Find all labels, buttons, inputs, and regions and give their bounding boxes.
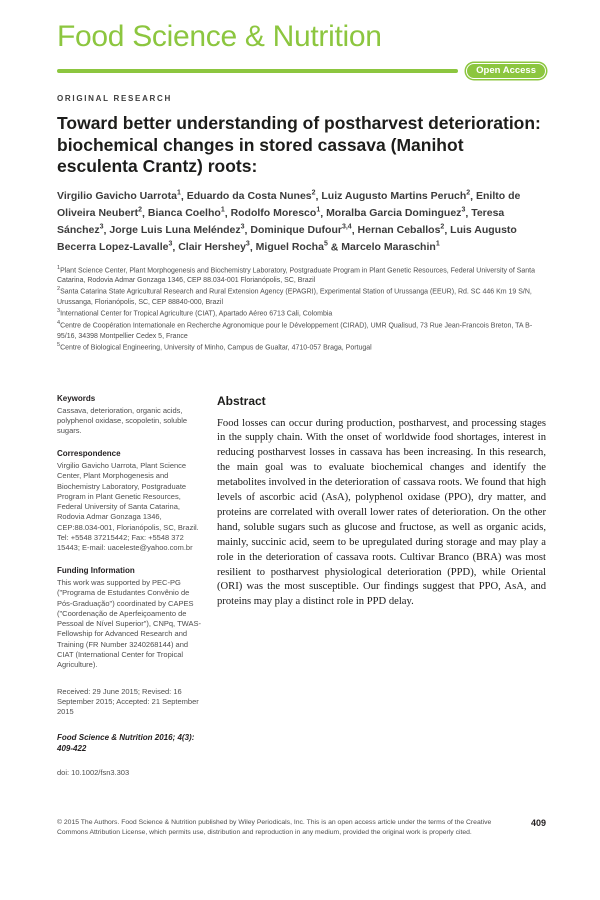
funding-heading: Funding Information: [57, 565, 135, 575]
author: Clair Hershey$^3$: [178, 240, 250, 253]
keywords-text: Cassava, deterioration, organic acids, polyphenol oxidase, scopoletin, soluble sugars.: [57, 405, 188, 436]
author: Eduardo da Costa Nunes$^2$: [186, 189, 316, 202]
journal-name: Food Science & Nutrition: [57, 20, 382, 53]
citation: Food Science & Nutrition 2016; 4(3): 409-422: [57, 732, 195, 753]
author: Bianca Coelho$^1$: [147, 206, 225, 219]
article-title: Toward better understanding of postharvest deterioration: biochemical changes in stored cassava (Manihot esculenta Crantz) roots:: [57, 113, 541, 176]
correspondence-block: [57, 449, 201, 554]
author: Miguel Rocha$^5$: [255, 240, 328, 253]
header-rule-row: [57, 63, 546, 79]
article-info-sidebar: [57, 394, 201, 778]
author: Marcelo Maraschin$^1$: [341, 240, 440, 253]
author: Jorge Luis Luna Meléndez$^3$: [109, 223, 245, 236]
author-list: Virgilio Gavicho Uarrota$^1$, Eduardo da Costa Nunes$^2$, Luiz Augusto Martins Peruch$^2$, Enilto de Oliveira Neubert$^2$, Bianca Coelho$^1$, Rodolfo Moresco$^1$, Moralba Garcia Dominguez$^3$, Teresa Sánchez$^3$, Jorge Luis Luna Meléndez$^3$, Dominique Dufour$^{3,4}$, Hernan Ceballos$^2$, Luis Augusto Becerra Lopez-Lavalle$^3$, Clair Hershey$^3$, Miguel Rocha$^5$ & Marcelo Maraschin$^1$: [57, 189, 521, 253]
page-number: 409: [530, 818, 546, 828]
article-type-label: ORIGINAL RESEARCH: [57, 94, 172, 103]
funding-text: This work was supported by PEC-PG ("Programa de Estudantes Convênio de Pós-Graduação") coordinated by CAPES ("Coordenação de Aperfeiçoamento de Pessoal de Nível Superior"), CNPq, TWAS-Fellowship for Advanced Research and Training (FR Number 3240268144) and CIAT (International Center for Tropical Agriculture).: [57, 577, 201, 670]
funding-block: [57, 566, 201, 671]
author: Virgilio Gavicho Uarrota$^1$: [57, 189, 181, 202]
correspondence-contact: Tel: +5548 37215442; Fax: +5548 372 15443; E-mail: uaceleste@yahoo.com.br: [57, 533, 193, 553]
author: Luis Augusto Becerra Lopez-Lavalle$^3$: [57, 224, 517, 253]
doi: doi: 10.1002/fsn3.303: [57, 767, 130, 777]
correspondence-heading: Correspondence: [57, 448, 121, 458]
history-dates: Received: 29 June 2015; Revised: 16 September 2015; Accepted: 21 September 2015: [57, 686, 199, 717]
abstract-heading: Abstract: [217, 393, 266, 408]
keywords-heading: Keywords: [57, 393, 96, 403]
affiliation-list: [57, 264, 546, 354]
affiliation: $^5$Centre of Biological Engineering, University of Minho, Campus de Gualtar, 4710-057 Braga, Portugal: [57, 342, 372, 352]
author: Teresa Sánchez$^3$: [57, 207, 505, 236]
open-access-badge: Open Access: [466, 63, 546, 79]
affiliation: $^1$Plant Science Center, Plant Morphogenesis and Biochemistry Laboratory, Postgraduate Program in Plant Genetic Resources, Federal University of Santa Catarina, Rodovia Admar Gonzaga 1346, CEP 88.034-001 Florianópolis, SC, Brazil: [57, 264, 536, 284]
affiliation: $^2$Santa Catarina State Agricultural Research and Rural Extension Agency (EPAGRI), Experimental Station of Urussanga (EEUR), Rd. SC 446 Km 19 S/N, Urussanga, Florianópolis, SC, CEP 88840-000, Brazil: [57, 286, 532, 306]
affiliation: $^4$Centre de Coopération Internationale en Recherche Agronomique pour le Développement (CIRAD), UMR Qualisud, 73 Rue Jean-Francois Breton, TA B-95/16, 34398 Montpellier Cedex 5, France: [57, 320, 533, 340]
abstract-column: [201, 394, 546, 778]
author: Enilto de Oliveira Neubert$^2$: [57, 190, 521, 219]
author: Dominique Dufour$^{3,4}$: [250, 223, 352, 236]
author: Luiz Augusto Martins Peruch$^2$: [321, 189, 471, 202]
abstract-text: Food losses can occur during production, postharvest, and processing stages in the supply chain. With the onset of worldwide food shortages, interest in reducing postharvest losses in cassava has been increasing. In this research, the main goal was to evaluate biochemical changes and identify the metabolites involved in the deterioration of cassava roots. We found that high levels of ascorbic acid (AsA), polyphenol oxidase (PPO), dry matter, and proteins are correlated with overall lower rates of deterioration. On the other hand, soluble sugars such as glucose and fructose, as well as organic acids, mainly, succinic acid, seem to be upregulated during storage and may play a role in the deterioration of cassava roots. Cultivar Branco (BRA) was most resilient to postharvest physiological deterioration (PPD), while Oriental (ORI) was the most susceptible. Our findings suggest that PPO, AsA, and proteins may play a distinct role in PPD delay.: [217, 417, 546, 608]
two-column-area: [57, 394, 546, 778]
author: Hernan Ceballos$^2$: [357, 223, 445, 236]
keywords-block: [57, 394, 201, 437]
page-footer: [57, 818, 546, 837]
author: Moralba Garcia Dominguez$^3$: [326, 206, 466, 219]
author: Rodolfo Moresco$^1$: [230, 206, 321, 219]
header-rule: [57, 69, 458, 73]
affiliation: $^3$International Center for Tropical Agriculture (CIAT), Apartado Aéreo 6713 Cali, Colombia: [57, 308, 333, 318]
copyright-notice: © 2015 The Authors. Food Science & Nutrition published by Wiley Periodicals, Inc. This is an open access article under the terms of the Creative Commons Attribution License, which permits use, distribution and reproduction in any medium, provided the original work is properly cited.: [57, 819, 492, 836]
correspondence-text: Virgilio Gavicho Uarrota, Plant Science Center, Plant Morphogenesis and Biochemistry Laboratory, Postgraduate Program in Plant Genetic Resources, Federal University of Santa Catarina, Rodovia Admar Gonzaga 1346, CEP:88.034-001, Florianópolis, SC, Brazil.: [57, 461, 199, 532]
